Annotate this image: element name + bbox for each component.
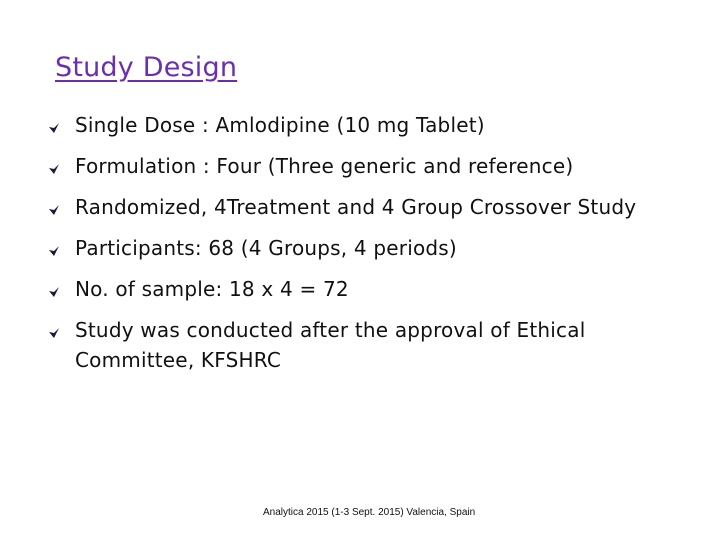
bullet-item [48, 315, 708, 375]
checkmark-diamond-icon [48, 327, 60, 339]
checkmark-diamond-icon [48, 204, 60, 216]
bullet-item [48, 233, 708, 263]
bullet-text: No. of sample: 18 x 4 = 72 [75, 277, 349, 301]
bullet-text: Participants: 68 (4 Groups, 4 periods) [75, 236, 457, 260]
bullet-item [48, 192, 708, 222]
bullet-item [48, 151, 708, 181]
slide-title: Study Design [55, 52, 238, 83]
checkmark-diamond-icon [48, 245, 60, 257]
checkmark-diamond-icon [48, 286, 60, 298]
bullet-item [48, 274, 708, 304]
bullet-list [48, 110, 708, 386]
bullet-text: Single Dose : Amlodipine (10 mg Tablet) [75, 113, 485, 137]
bullet-text: Formulation : Four (Three generic and reference) [75, 154, 574, 178]
checkmark-diamond-icon [48, 163, 60, 175]
slide-footer: Analytica 2015 (1-3 Sept. 2015) Valencia, Spain [263, 507, 476, 518]
bullet-text: Study was conducted after the approval of Ethical Committee, KFSHRC [75, 318, 586, 372]
checkmark-diamond-icon [48, 122, 60, 134]
bullet-item [48, 110, 708, 140]
bullet-text: Randomized, 4Treatment and 4 Group Crossover Study [75, 195, 637, 219]
